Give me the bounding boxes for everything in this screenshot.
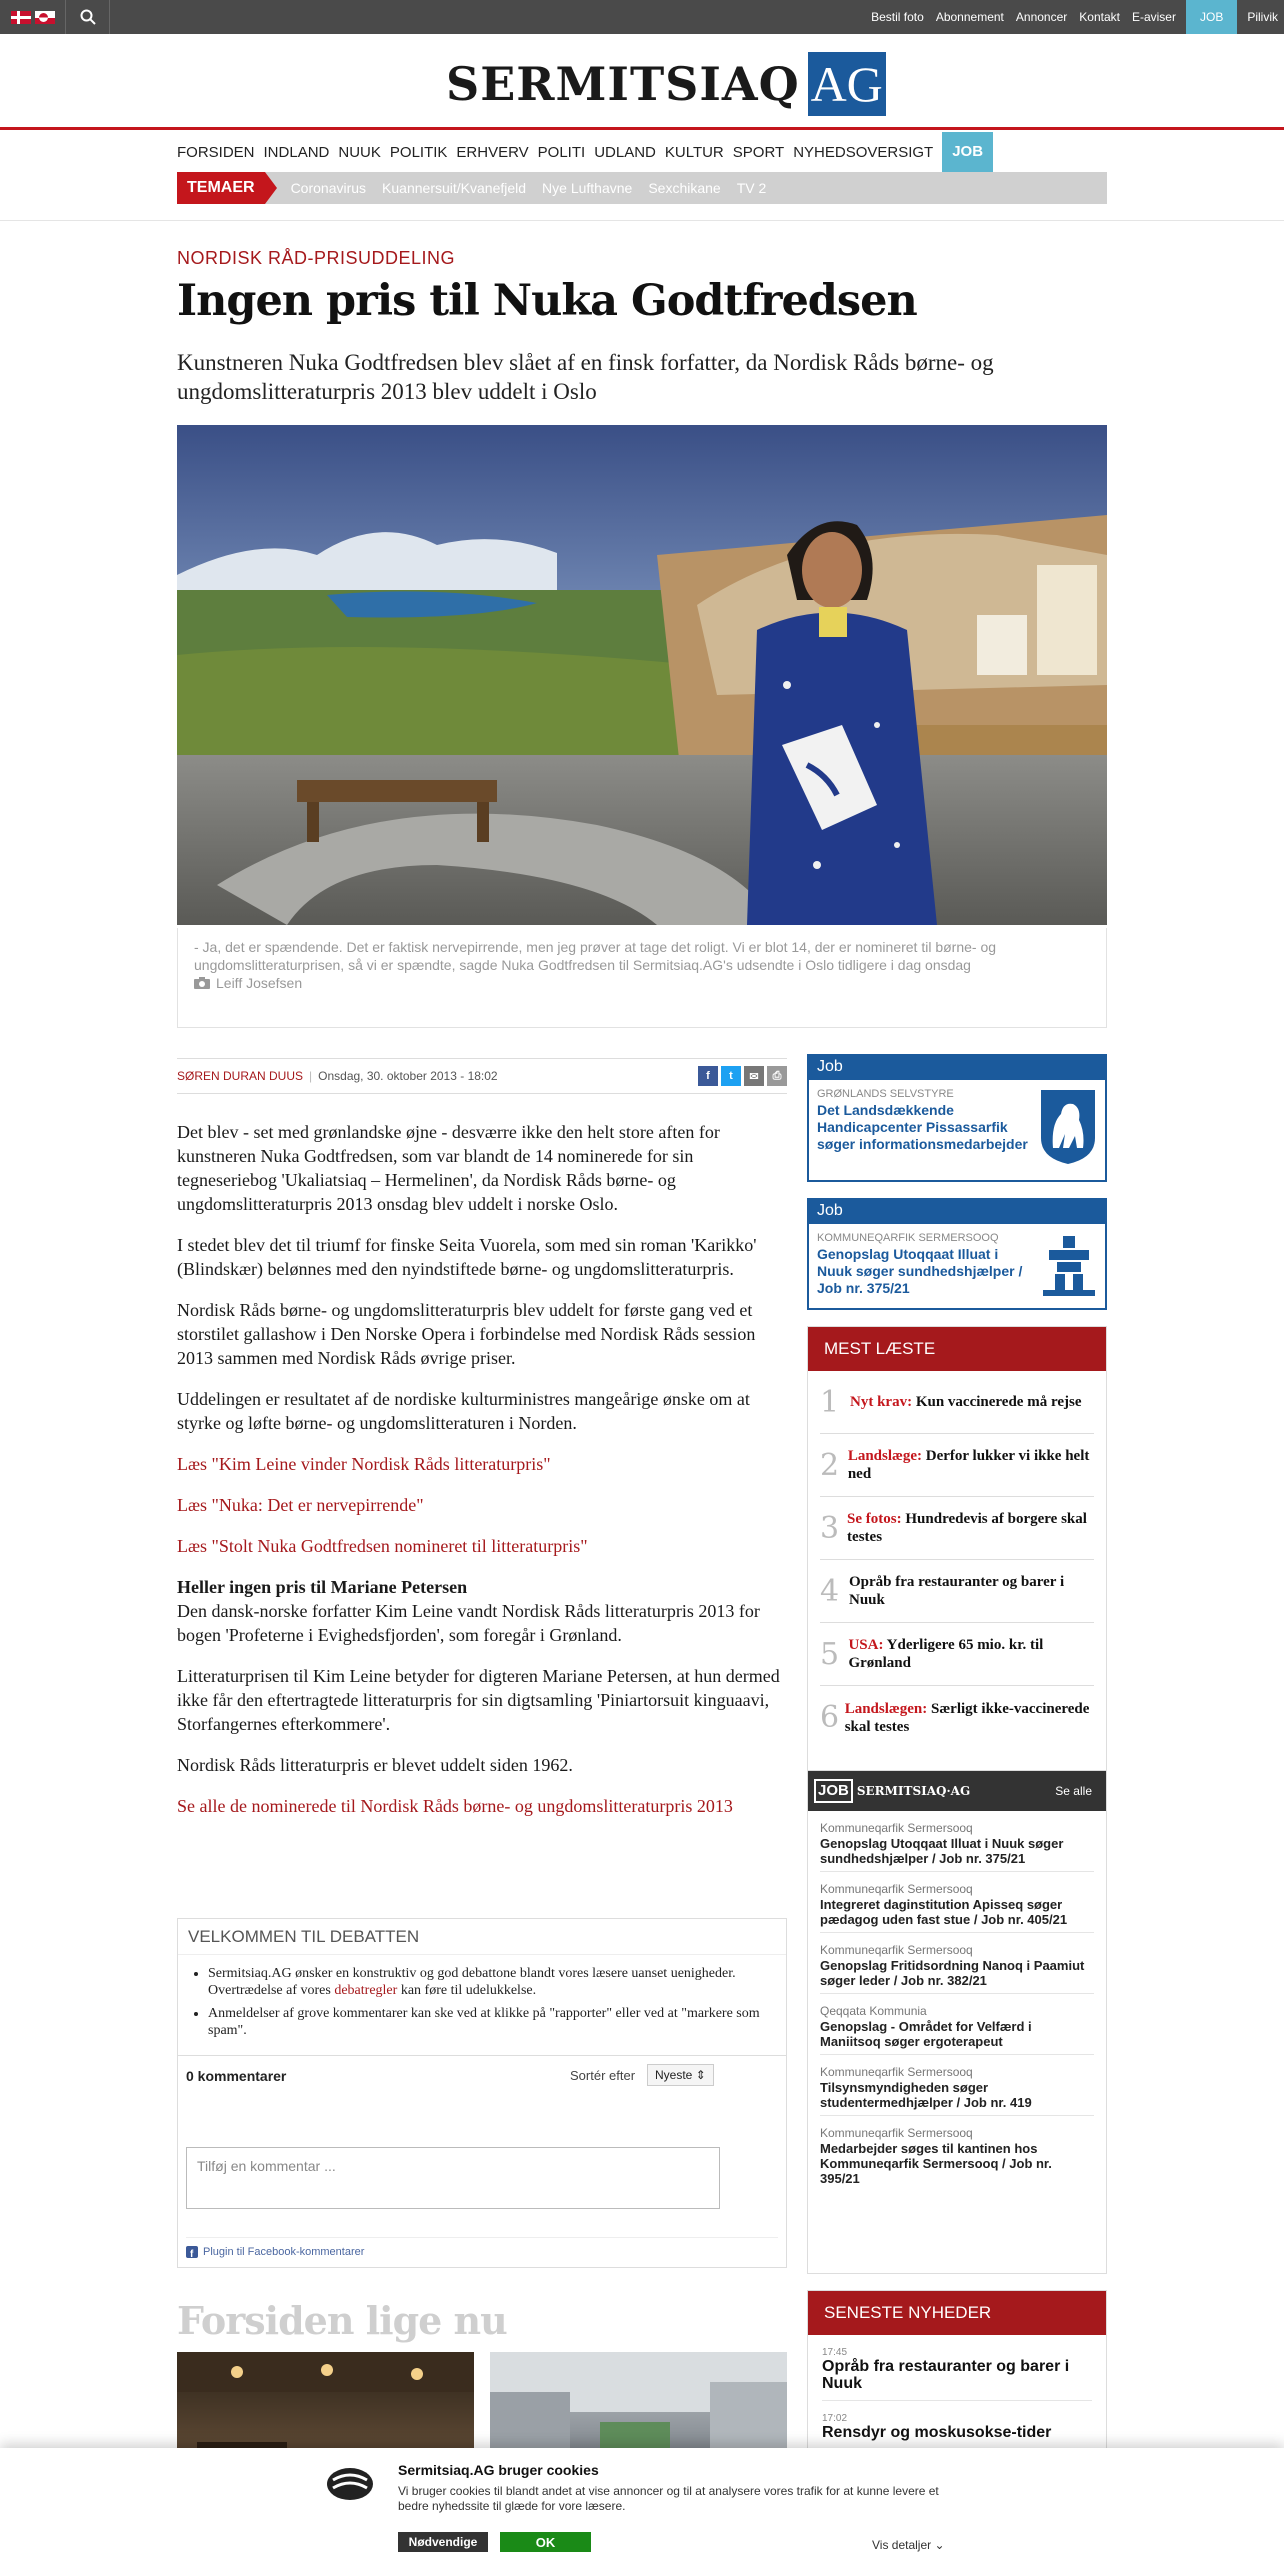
debate-rule-text: kan føre til udelukkelse. bbox=[397, 1983, 537, 1998]
most-read-item[interactable] bbox=[820, 1623, 1094, 1686]
job-listings-header bbox=[808, 1771, 1106, 1811]
latest-news-time: 17:45 bbox=[822, 2347, 848, 2358]
inukshuk-icon bbox=[1041, 1234, 1097, 1303]
theme-link[interactable]: Coronavirus bbox=[290, 180, 367, 196]
facebook-plugin-text: Plugin til Facebook-kommentarer bbox=[203, 2246, 365, 2258]
article-paragraph: Nordisk Råds litteraturpris er blevet uddelt siden 1962. bbox=[177, 1755, 573, 1775]
cookie-title: Sermitsiaq.AG bruger cookies bbox=[398, 2462, 599, 2478]
front-page-now-title: Forsiden lige nu bbox=[177, 2298, 507, 2343]
cookie-banner bbox=[0, 2448, 1284, 2568]
job-listing-org: Kommuneqarfik Sermersooq bbox=[820, 1882, 973, 1896]
most-read-item[interactable] bbox=[820, 1497, 1094, 1560]
cookie-text: Vi bruger cookies til blandt andet at vise annoncer og til at analysere vores trafik for at kunne levere et bedre nyhedssite til glæde for vore læsere. bbox=[398, 2484, 939, 2513]
nav-item-nuuk[interactable]: NUUK bbox=[338, 143, 381, 161]
byline bbox=[177, 1058, 787, 1094]
themes-label: TEMAER bbox=[177, 172, 265, 204]
sort-select-value: Nyeste bbox=[655, 2068, 693, 2082]
most-read-rank: 4 bbox=[820, 1573, 840, 1609]
accept-cookies-button[interactable]: OK bbox=[500, 2532, 591, 2552]
sort-label: Sortér efter bbox=[570, 2068, 636, 2083]
most-read-headline bbox=[845, 1700, 1094, 1736]
twitter-share-icon[interactable]: t bbox=[721, 1066, 741, 1086]
facebook-share-icon[interactable]: f bbox=[698, 1066, 718, 1086]
latest-news-headline: Rensdyr og moskusokse-tider bbox=[822, 2424, 1052, 2441]
comment-input[interactable]: Tilføj en kommentar ... bbox=[186, 2147, 720, 2209]
most-read-headline bbox=[848, 1636, 1094, 1672]
share-buttons bbox=[698, 1066, 787, 1086]
job-listing[interactable] bbox=[820, 1994, 1094, 2055]
article-title: Ingen pris til Nuka Godtfredsen bbox=[177, 276, 917, 326]
related-link[interactable]: Læs "Nuka: Det er nervepirrende" bbox=[177, 1495, 424, 1515]
top-link-e-papers[interactable]: E-aviser bbox=[1131, 10, 1176, 24]
headline-text: Yderligere 65 mio. kr. til Grønland bbox=[848, 1637, 1044, 1671]
cookie-icon bbox=[325, 2466, 375, 2507]
most-read-rank: 1 bbox=[820, 1384, 840, 1420]
job-ad-header: Job bbox=[809, 1200, 1105, 1224]
see-all-jobs-link[interactable]: Se alle bbox=[1055, 1784, 1092, 1798]
article-kicker: NORDISK RÅD-PRISUDDELING bbox=[177, 248, 456, 268]
headline-text: Kun vaccinerede må rejse bbox=[912, 1394, 1082, 1410]
top-link-order-photo[interactable]: Bestil foto bbox=[871, 10, 924, 24]
show-details-text: Vis detaljer bbox=[872, 2538, 932, 2552]
nav-item-udland[interactable]: UDLAND bbox=[594, 143, 656, 161]
job-listing-title: Tilsynsmyndigheden søger studentermedhjælper / Job nr. 419 bbox=[820, 2080, 1032, 2110]
article-paragraph: Uddelingen er resultatet af de nordiske kulturministres mangeårige ønske om at styrke og løfte børne- og ungdomslitteraturen i Norden. bbox=[177, 1389, 750, 1433]
latest-news-headline: Opråb fra restauranter og barer i Nuuk bbox=[822, 2358, 1070, 2392]
nav-item-politi[interactable]: POLITI bbox=[537, 143, 586, 161]
photo-credit bbox=[194, 974, 1090, 992]
debate-title: VELKOMMEN TIL DEBATTEN bbox=[178, 1919, 786, 1955]
job-listing-title: Genopslag - Området for Velfærd i Maniitsoq søger ergoterapeut bbox=[820, 2019, 1032, 2049]
comment-count: 0 kommentarer bbox=[186, 2068, 287, 2084]
logo-ag-badge: AG bbox=[808, 52, 886, 116]
headline-tag: Landslægen: bbox=[844, 1700, 928, 1717]
most-read-rank: 3 bbox=[820, 1510, 840, 1546]
search-icon bbox=[80, 9, 96, 25]
nav-item-indland[interactable]: INDLAND bbox=[263, 143, 330, 161]
latest-news-title: SENESTE NYHEDER bbox=[808, 2291, 1106, 2335]
job-ad-1[interactable] bbox=[807, 1054, 1107, 1182]
language-selector bbox=[0, 0, 66, 34]
most-read-item[interactable] bbox=[820, 1686, 1094, 1749]
headline-tag: Nyt krav: bbox=[850, 1394, 913, 1410]
caption-text: - Ja, det er spændende. Det er faktisk nervepirrende, men jeg prøver at tage det roligt. Vi er blot 14, der er nomineret til børne- og ungdomslitteraturprisen, så vi er spændte, sagde Nuka Godtfredsen til Sermitsiaq.AG's udsendte i Oslo tidligere i dag onsdag bbox=[194, 939, 997, 973]
theme-link[interactable]: Sexchikane bbox=[648, 180, 721, 196]
print-share-icon[interactable]: ⎙ bbox=[767, 1066, 787, 1086]
top-bar bbox=[0, 0, 1284, 34]
logo-text: SERMITSIAQ bbox=[446, 57, 800, 111]
headline-tag: Landslæge: bbox=[847, 1448, 923, 1464]
headline-text: Opråb fra restauranter og barer i Nuuk bbox=[849, 1574, 1065, 1608]
debate-section bbox=[177, 1918, 787, 2268]
search-button[interactable] bbox=[66, 0, 110, 34]
job-listing-org: Kommuneqarfik Sermersooq bbox=[820, 1821, 973, 1835]
main-nav bbox=[177, 132, 1107, 172]
job-listing-org: Kommuneqarfik Sermersooq bbox=[820, 2065, 973, 2079]
theme-link[interactable]: TV 2 bbox=[736, 180, 767, 196]
headline-text: Hundredevis af borgere skal testes bbox=[847, 1511, 1087, 1545]
most-read-headline bbox=[850, 1393, 1082, 1411]
article-photo[interactable] bbox=[177, 425, 1107, 925]
site-logo[interactable] bbox=[446, 52, 886, 116]
article-paragraph: Nordisk Råds børne- og ungdomslitteraturpris blev uddelt for første gang ved et storstilet gallashow i Den Norske Opera i forbindelse med Nordisk Råds session 2013 sammen med Nordisk Råds øvrige priser. bbox=[177, 1300, 756, 1368]
job-listing-org: Kommuneqarfik Sermersooq bbox=[820, 1943, 973, 1957]
job-listing[interactable] bbox=[820, 2116, 1094, 2191]
headline-text: Særligt ikke-vaccinerede skal testes bbox=[844, 1700, 1090, 1735]
chevron-down-icon: ⌄ bbox=[934, 2538, 945, 2552]
theme-link[interactable]: Nye Lufthavne bbox=[542, 180, 633, 196]
debate-rule-text: Sermitsiaq.AG ønsker en konstruktiv og god debattone blandt vores læsere uanset uenigheder. Overtrædelse af vores bbox=[208, 1966, 736, 1998]
nav-item-kultur[interactable]: KULTUR bbox=[664, 143, 724, 161]
job-ad-title: Genopslag Utoqqaat Illuat i Nuuk søger sundhedshjælper / Job nr. 375/21 bbox=[817, 1246, 1023, 1296]
job-listing-org: Kommuneqarfik Sermersooq bbox=[820, 2126, 973, 2140]
most-read-rank: 5 bbox=[820, 1636, 840, 1672]
necessary-cookies-button[interactable]: Nødvendige bbox=[398, 2532, 488, 2552]
headline-text: Derfor lukker vi ikke helt ned bbox=[847, 1448, 1090, 1482]
facebook-plugin-link[interactable] bbox=[186, 2237, 778, 2258]
job-listing[interactable] bbox=[820, 1872, 1094, 1933]
byline-separator: | bbox=[309, 1069, 313, 1083]
job-brand-logo: SERMITSIAQ·AG bbox=[856, 1784, 971, 1798]
nav-item-sport[interactable]: SPORT bbox=[732, 143, 785, 161]
article-lead: Kunstneren Nuka Godtfredsen blev slået af en finsk forfatter, da Nordisk Råds børne- og ungdomslitteraturpris 2013 blev uddelt i Oslo bbox=[177, 350, 994, 404]
theme-link[interactable]: Kuannersuit/Kvanefjeld bbox=[382, 180, 527, 196]
related-link[interactable]: Læs "Stolt Nuka Godtfredsen nomineret til litteraturpris" bbox=[177, 1536, 588, 1556]
nav-item-nyhedsoversigt[interactable]: NYHEDSOVERSIGT bbox=[793, 143, 934, 161]
latest-news-item[interactable] bbox=[822, 2401, 1092, 2450]
photo-caption bbox=[177, 928, 1107, 1028]
sort-select[interactable] bbox=[647, 2064, 714, 2086]
debate-rule: • Anmeldelser af grove kommentarer kan ske ved at klikke på "rapporter" eller ved at "markere som spam". bbox=[208, 2005, 766, 2039]
job-listing-org: Qeqqata Kommunia bbox=[820, 2004, 927, 2018]
headline-tag: USA: bbox=[848, 1637, 884, 1653]
top-link-pilivik[interactable]: Pilivik bbox=[1247, 10, 1278, 24]
masthead bbox=[0, 34, 1284, 130]
most-read-box bbox=[807, 1326, 1107, 1776]
job-listing[interactable] bbox=[820, 1933, 1094, 1994]
photo-artist-with-mural bbox=[177, 425, 1107, 925]
job-logo-badge: JOB bbox=[814, 1779, 853, 1803]
header-divider bbox=[0, 220, 1284, 221]
article-paragraph-text: Den dansk-norske forfatter Kim Leine vandt Nordisk Råds litteraturpris 2013 for bogen 'Profeterne i Evighedsfjorden', som foregår i Grønland. bbox=[177, 1601, 760, 1645]
headline-tag: Se fotos: bbox=[847, 1511, 902, 1527]
top-link-job[interactable]: JOB bbox=[1186, 0, 1237, 34]
facebook-icon bbox=[186, 2246, 198, 2258]
job-listing[interactable] bbox=[820, 1811, 1094, 1872]
top-link-advertise[interactable]: Annoncer bbox=[1015, 10, 1068, 24]
greenlandic-flag-icon[interactable] bbox=[35, 11, 55, 24]
most-read-headline bbox=[849, 1573, 1094, 1609]
job-listing-title: Genopslag Utoqqaat Illuat i Nuuk søger sundhedshjælper / Job nr. 375/21 bbox=[820, 1836, 1064, 1866]
article-paragraph: Litteraturprisen til Kim Leine betyder for digteren Mariane Petersen, at hun dermed ikke får den eftertragtede litteraturpris for sin digtsamling 'Piniartorsuit kinguaavi, Storfangernes efterkommere'. bbox=[177, 1666, 780, 1734]
comments-toolbar bbox=[178, 2055, 786, 2084]
job-ad-title: Det Landsdækkende Handicapcenter Pissassarfik søger informationsmedarbejder bbox=[817, 1102, 1028, 1152]
job-listing-title: Medarbejder søges til kantinen hos Kommuneqarfik Sermersooq / Job nr. 395/21 bbox=[820, 2141, 1052, 2186]
top-link-subscription[interactable]: Abonnement bbox=[935, 10, 1004, 24]
nav-item-forsiden[interactable]: FORSIDEN bbox=[177, 143, 255, 161]
svg-text:f: f bbox=[190, 2249, 194, 2258]
related-link[interactable]: Læs "Kim Leine vinder Nordisk Råds litteraturpris" bbox=[177, 1454, 551, 1474]
job-ad-2[interactable] bbox=[807, 1198, 1107, 1310]
job-listing[interactable] bbox=[820, 2055, 1094, 2116]
select-arrows-icon: ⇕ bbox=[695, 2068, 706, 2082]
nav-item-erhverv[interactable]: ERHVERV bbox=[456, 143, 529, 161]
latest-news-item[interactable] bbox=[822, 2335, 1092, 2401]
most-read-rank: 2 bbox=[820, 1447, 840, 1483]
job-ad-org: GRØNLANDS SELVSTYRE bbox=[817, 1088, 954, 1100]
email-share-icon[interactable]: ✉ bbox=[744, 1066, 764, 1086]
debate-rule bbox=[208, 1965, 766, 1999]
themes-bar bbox=[177, 172, 1107, 204]
debate-rules-link[interactable]: debatregler bbox=[334, 1983, 398, 1998]
most-read-item[interactable] bbox=[820, 1434, 1094, 1497]
most-read-headline bbox=[847, 1510, 1094, 1546]
publish-date: Onsdag, 30. oktober 2013 - 18:02 bbox=[318, 1069, 498, 1083]
job-listings-box bbox=[807, 1770, 1107, 2274]
article-subheading: Heller ingen pris til Mariane Petersen bbox=[177, 1577, 468, 1597]
show-details-link[interactable] bbox=[872, 2538, 945, 2552]
article-body bbox=[177, 1120, 787, 1835]
danish-flag-icon[interactable] bbox=[11, 11, 31, 24]
polar-bear-shield-icon bbox=[1039, 1088, 1097, 1171]
most-read-item[interactable] bbox=[820, 1560, 1094, 1623]
top-link-contact[interactable]: Kontakt bbox=[1079, 10, 1120, 24]
most-read-title: MEST LÆSTE bbox=[808, 1327, 1106, 1371]
most-read-item[interactable] bbox=[820, 1371, 1094, 1434]
photographer-name: Leiff Josefsen bbox=[216, 975, 303, 991]
most-read-headline bbox=[848, 1447, 1094, 1483]
article-paragraph: Det blev - set med grønlandske øjne - desværre ikke den helt store aften for kunstneren Nuka Godtfredsen, som var blandt de 14 nominerede for sin tegneseriebog 'Ukaliatsiaq – Hermelinen', da Nordisk Råds børne- og ungdomslitteraturpris 2013 onsdag blev uddelt i norske Oslo. bbox=[177, 1122, 720, 1214]
job-ad-header: Job bbox=[809, 1056, 1105, 1080]
most-read-rank: 6 bbox=[820, 1700, 840, 1735]
article-paragraph: I stedet blev det til triumf for finske Seita Vuorela, som med sin roman 'Karikko' (Blindskær) belønnes med den nyindstiftede børne- og ungdomslitteraturpris. bbox=[177, 1235, 757, 1279]
camera-icon bbox=[194, 977, 210, 989]
top-links bbox=[865, 0, 1284, 34]
job-ad-org: KOMMUNEQARFIK SERMERSOOQ bbox=[817, 1232, 999, 1244]
article-paragraph bbox=[177, 1575, 787, 1647]
job-listing-title: Genopslag Fritidsordning Nanoq i Paamiut søger leder / Job nr. 382/21 bbox=[820, 1958, 1085, 1988]
debate-rules bbox=[208, 1965, 766, 2039]
nav-item-politik[interactable]: POLITIK bbox=[389, 143, 448, 161]
nominees-link[interactable]: Se alle de nominerede til Nordisk Råds børne- og ungdomslitteraturpris 2013 bbox=[177, 1796, 733, 1816]
job-listing-title: Integreret daginstitution Apisseq søger pædagog uden fast stue / Job nr. 405/21 bbox=[820, 1897, 1068, 1927]
nav-item-job[interactable]: JOB bbox=[942, 132, 993, 172]
latest-news-time: 17:02 bbox=[822, 2413, 848, 2424]
author-name[interactable]: SØREN DURAN DUUS bbox=[177, 1069, 304, 1083]
